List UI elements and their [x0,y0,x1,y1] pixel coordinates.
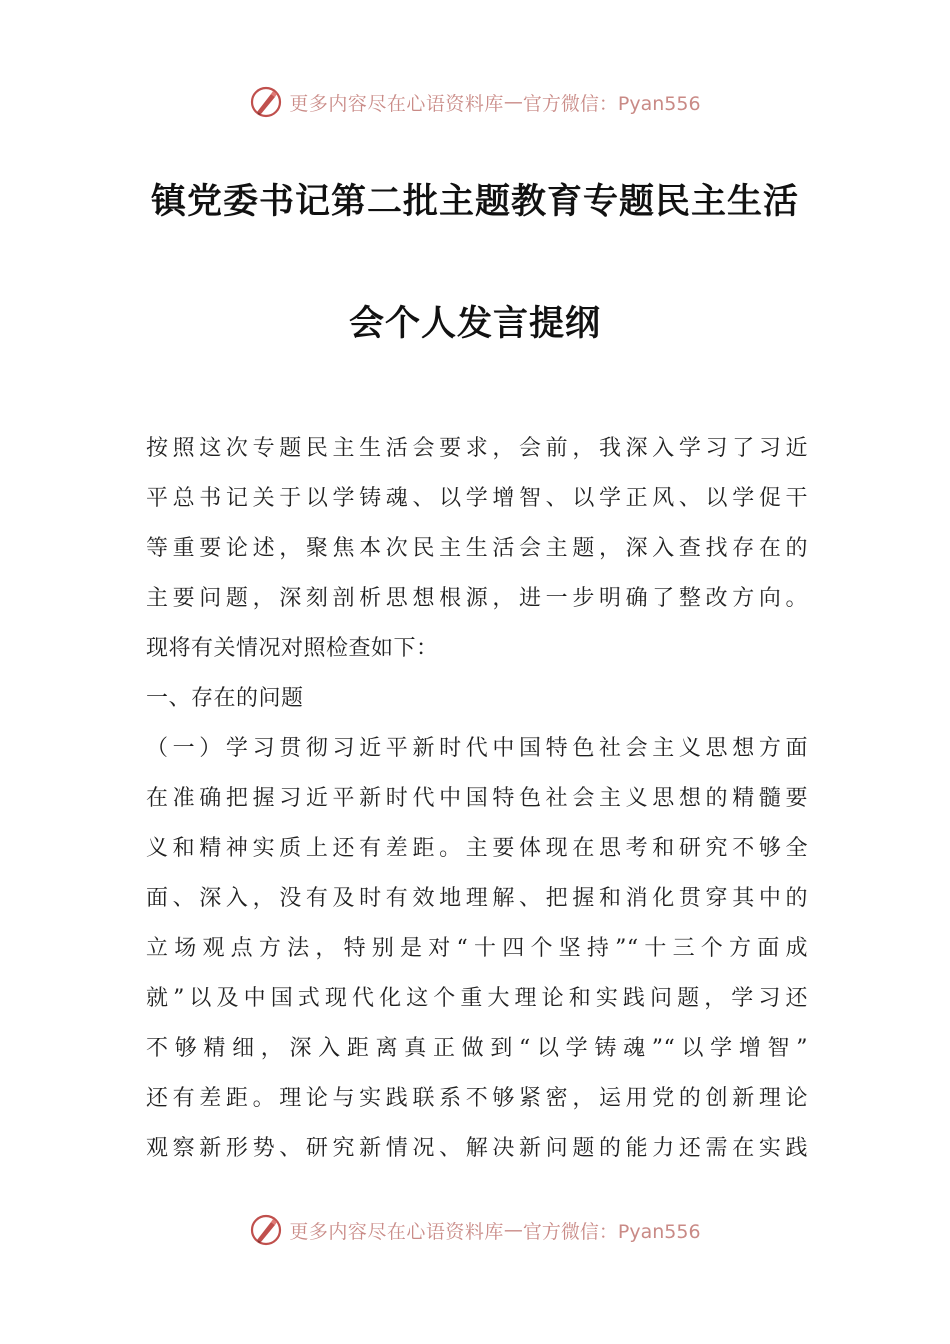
body-line: 在准确把握习近平新时代中国特色社会主义思想的精髓要 [146,786,808,811]
body-line: 还有差距。理论与实践联系不够紧密，运用党的创新理论 [146,1086,808,1111]
document-title-line1: 镇党委书记第二批主题教育专题民主生活 [150,182,799,222]
subsection-heading: （一）学习贯彻习近平新时代中国特色社会主义思想方面 [146,736,808,761]
body-line: 就”以及中国式现代化这个重大理论和实践问题，学习还 [146,986,808,1011]
watermark-text: 更多内容尽在心语资料库 [289,1220,504,1243]
body-line: 立场观点方法，特别是对“十四个坚持”“十三个方面成 [146,936,808,961]
body-line: 主要问题，深刻剖析思想根源，进一步明确了整改方向。 [146,586,808,611]
pen-logo-icon [249,85,283,119]
watermark-wechat: 官方微信：Pyan556 [522,92,701,115]
document-title-line2: 会个人发言提纲 [348,304,601,344]
watermark-text: 更多内容尽在心语资料库 [289,92,504,115]
body-line: 观察新形势、研究新情况、解决新问题的能力还需在实践 [146,1136,808,1161]
watermark-banner-top [0,82,950,122]
watermark-dash: — [503,91,523,113]
watermark-dash: — [503,1219,523,1241]
section-heading: 一、存在的问题 [146,686,304,711]
watermark-banner-bottom [0,1210,950,1250]
body-line: 平总书记关于以学铸魂、以学增智、以学正风、以学促干 [146,486,808,511]
body-line: 义和精神实质上还有差距。主要体现在思考和研究不够全 [146,836,808,861]
body-line: 现将有关情况对照检查如下： [146,636,439,661]
body-line: 按照这次专题民主生活会要求，会前，我深入学习了习近 [146,436,808,461]
body-line: 面、深入，没有及时有效地理解、把握和消化贯穿其中的 [146,886,808,911]
body-line: 等重要论述，聚焦本次民主生活会主题，深入查找存在的 [146,536,808,561]
body-line: 不够精细，深入距离真正做到“以学铸魂”“以学增智” [146,1036,808,1061]
document-body [146,424,808,1174]
watermark-wechat: 官方微信：Pyan556 [522,1220,701,1243]
pen-logo-icon [249,1213,283,1247]
